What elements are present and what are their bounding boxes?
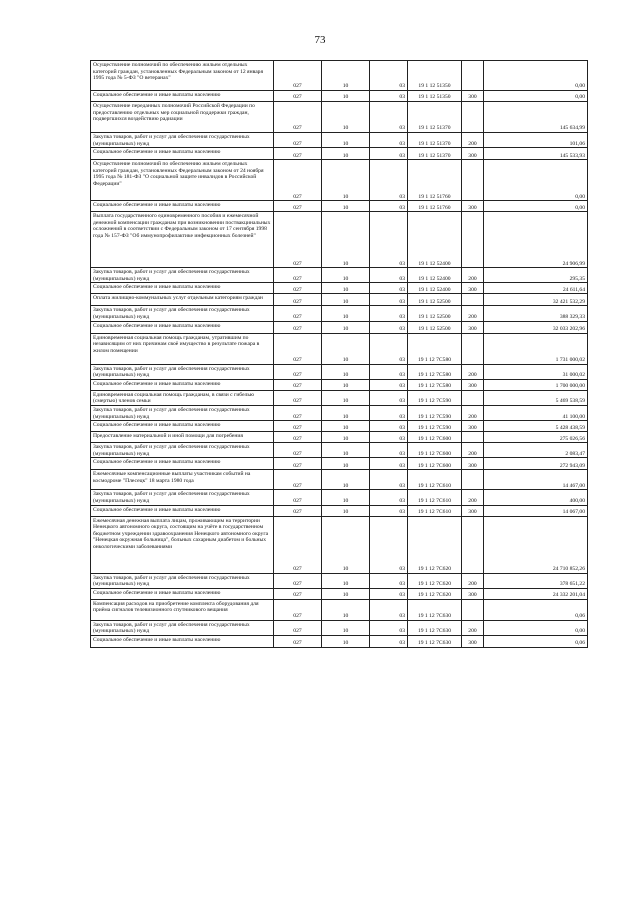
row-grbs-cell: 027 [274, 306, 322, 321]
row-name-cell: Социальное обеспечение и иные выплаты населению [91, 458, 274, 470]
row-expense-type-cell [462, 61, 484, 91]
row-name-cell: Ежемесячные компенсационные выплаты участникам событий на космодроме "Плесецк" 18 марта 1980 года [91, 470, 274, 490]
row-subsection-cell: 03 [370, 268, 408, 283]
table-row [91, 364, 588, 379]
table-row [91, 573, 588, 588]
row-subsection-cell: 03 [370, 379, 408, 390]
row-amount-cell: 275 026,56 [484, 432, 588, 443]
row-section-cell: 10 [322, 294, 370, 306]
page-number: 73 [314, 34, 326, 46]
row-grbs-cell: 027 [274, 201, 322, 212]
row-name-cell: Закупка товаров, работ и услуг для обеспечения государственных (муниципальных) нужд [91, 306, 274, 321]
row-target-code-cell: 19 1 12 7С630 [408, 635, 462, 647]
table-row [91, 160, 588, 201]
row-subsection-cell: 03 [370, 516, 408, 573]
table-row [91, 432, 588, 443]
row-subsection-cell: 03 [370, 390, 408, 405]
row-subsection-cell: 03 [370, 133, 408, 148]
row-target-code-cell: 19 1 12 7С600 [408, 432, 462, 443]
row-name-cell: Закупка товаров, работ и услуг для обеспечения государственных (муниципальных) нужд [91, 620, 274, 635]
row-name-cell: Социальное обеспечение и иные выплаты населению [91, 588, 274, 599]
row-name-cell: Закупка товаров, работ и услуг для обеспечения государственных (муниципальных) нужд [91, 268, 274, 283]
table-row [91, 588, 588, 599]
row-name-cell: Социальное обеспечение и иные выплаты населению [91, 421, 274, 432]
row-expense-type-cell: 200 [462, 306, 484, 321]
row-grbs-cell: 027 [274, 91, 322, 102]
row-section-cell: 10 [322, 635, 370, 647]
row-name-cell: Осуществление переданных полномочий Российской Федерации по предоставлению отдельных мер социальной поддержки граждан, подвергшихся воздействию радиации [91, 102, 274, 133]
table-row [91, 421, 588, 432]
table-row [91, 635, 588, 647]
row-subsection-cell: 03 [370, 620, 408, 635]
row-section-cell: 10 [322, 505, 370, 516]
row-name-cell: Ежемесячная денежная выплата лицам, проживающим на территории Ненецкого автономного округа, состоящим на учёте в государственном бюджетном учреждении здравоохранения Ненецкого автономного округа "Ненецкая окружная больница", больных сахарным диабетом и больных онкологическими заболеваниями [91, 516, 274, 573]
row-target-code-cell: 19 1 12 7С610 [408, 470, 462, 490]
row-amount-cell: 32 033 202,96 [484, 321, 588, 333]
row-amount-cell: 0,00 [484, 620, 588, 635]
table-row [91, 333, 588, 364]
row-section-cell: 10 [322, 160, 370, 201]
row-name-cell: Закупка товаров, работ и услуг для обеспечения государственных (муниципальных) нужд [91, 405, 274, 420]
table-row [91, 620, 588, 635]
row-expense-type-cell [462, 160, 484, 201]
row-subsection-cell: 03 [370, 635, 408, 647]
table-row [91, 306, 588, 321]
row-name-cell: Закупка товаров, работ и услуг для обеспечения государственных (муниципальных) нужд [91, 490, 274, 505]
row-target-code-cell: 19 1 12 52400 [408, 268, 462, 283]
row-section-cell: 10 [322, 470, 370, 490]
table-row [91, 102, 588, 133]
table-row [91, 390, 588, 405]
row-expense-type-cell: 300 [462, 148, 484, 160]
row-subsection-cell: 03 [370, 505, 408, 516]
row-target-code-cell: 19 1 12 7С630 [408, 620, 462, 635]
row-amount-cell: 0,00 [484, 91, 588, 102]
row-grbs-cell: 027 [274, 505, 322, 516]
table-row [91, 148, 588, 160]
row-grbs-cell: 027 [274, 283, 322, 294]
row-name-cell: Закупка товаров, работ и услуг для обеспечения государственных (муниципальных) нужд [91, 443, 274, 458]
row-name-cell: Социальное обеспечение и иные выплаты населению [91, 379, 274, 390]
row-target-code-cell: 19 1 12 7С620 [408, 588, 462, 599]
row-expense-type-cell: 200 [462, 620, 484, 635]
row-grbs-cell: 027 [274, 443, 322, 458]
row-amount-cell: 101,06 [484, 133, 588, 148]
row-subsection-cell: 03 [370, 599, 408, 620]
row-amount-cell: 14 067,00 [484, 505, 588, 516]
row-section-cell: 10 [322, 306, 370, 321]
row-amount-cell: 145 634,99 [484, 102, 588, 133]
row-expense-type-cell: 200 [462, 268, 484, 283]
row-subsection-cell: 03 [370, 588, 408, 599]
row-grbs-cell: 027 [274, 148, 322, 160]
row-subsection-cell: 03 [370, 306, 408, 321]
row-section-cell: 10 [322, 61, 370, 91]
row-grbs-cell: 027 [274, 321, 322, 333]
row-subsection-cell: 03 [370, 212, 408, 268]
row-grbs-cell: 027 [274, 516, 322, 573]
row-amount-cell: 0,06 [484, 635, 588, 647]
row-target-code-cell: 19 1 12 7С620 [408, 573, 462, 588]
row-amount-cell: 24 710 852,26 [484, 516, 588, 573]
row-amount-cell: 272 943,09 [484, 458, 588, 470]
row-amount-cell: 0,00 [484, 160, 588, 201]
row-expense-type-cell: 300 [462, 91, 484, 102]
row-amount-cell: 2 083,47 [484, 443, 588, 458]
table-row [91, 490, 588, 505]
row-name-cell: Социальное обеспечение и иные выплаты населению [91, 201, 274, 212]
row-expense-type-cell [462, 599, 484, 620]
row-name-cell: Осуществление полномочий по обеспечению жильем отдельных категорий граждан, установленных Федеральным законом от 24 ноября 1995 года № 181-ФЗ "О социальной защите инвалидов в Российской Федерации" [91, 160, 274, 201]
table-row [91, 91, 588, 102]
row-grbs-cell: 027 [274, 268, 322, 283]
row-name-cell: Единовременная социальная помощь гражданам, в связи с гибелью (смертью) членов семьи [91, 390, 274, 405]
row-section-cell: 10 [322, 148, 370, 160]
row-section-cell: 10 [322, 102, 370, 133]
table-row [91, 61, 588, 91]
row-expense-type-cell [462, 516, 484, 573]
row-grbs-cell: 027 [274, 432, 322, 443]
row-target-code-cell: 19 1 12 7С590 [408, 421, 462, 432]
row-amount-cell: 5 469 538,59 [484, 390, 588, 405]
row-section-cell: 10 [322, 201, 370, 212]
row-name-cell: Социальное обеспечение и иные выплаты населению [91, 505, 274, 516]
row-grbs-cell: 027 [274, 390, 322, 405]
row-section-cell: 10 [322, 620, 370, 635]
row-name-cell: Социальное обеспечение и иные выплаты населению [91, 635, 274, 647]
row-expense-type-cell [462, 470, 484, 490]
row-amount-cell: 388 329,33 [484, 306, 588, 321]
row-section-cell: 10 [322, 599, 370, 620]
row-target-code-cell: 19 1 12 52400 [408, 212, 462, 268]
row-section-cell: 10 [322, 379, 370, 390]
row-expense-type-cell [462, 333, 484, 364]
row-target-code-cell: 19 1 12 51370 [408, 148, 462, 160]
row-target-code-cell: 19 1 12 7С600 [408, 458, 462, 470]
row-target-code-cell: 19 1 12 51370 [408, 102, 462, 133]
row-subsection-cell: 03 [370, 283, 408, 294]
row-amount-cell: 5 428 438,59 [484, 421, 588, 432]
row-name-cell: Оплата жилищно-коммунальных услуг отдельным категориям граждан [91, 294, 274, 306]
row-amount-cell: 1 700 000,00 [484, 379, 588, 390]
row-amount-cell: 0,06 [484, 599, 588, 620]
row-expense-type-cell: 200 [462, 405, 484, 420]
row-name-cell: Компенсация расходов на приобретение комплекта оборудования для приёма сигналов телевизионного спутникового вещания [91, 599, 274, 620]
row-grbs-cell: 027 [274, 470, 322, 490]
row-subsection-cell: 03 [370, 160, 408, 201]
row-grbs-cell: 027 [274, 102, 322, 133]
row-target-code-cell: 19 1 12 52500 [408, 321, 462, 333]
row-expense-type-cell: 200 [462, 443, 484, 458]
row-amount-cell: 32 421 532,29 [484, 294, 588, 306]
row-target-code-cell: 19 1 12 7С610 [408, 505, 462, 516]
row-section-cell: 10 [322, 283, 370, 294]
row-section-cell: 10 [322, 268, 370, 283]
row-amount-cell: 0,00 [484, 201, 588, 212]
row-section-cell: 10 [322, 333, 370, 364]
row-grbs-cell: 027 [274, 333, 322, 364]
row-target-code-cell: 19 1 12 7С620 [408, 516, 462, 573]
row-expense-type-cell: 200 [462, 573, 484, 588]
row-subsection-cell: 03 [370, 421, 408, 432]
row-subsection-cell: 03 [370, 294, 408, 306]
row-section-cell: 10 [322, 516, 370, 573]
row-expense-type-cell [462, 432, 484, 443]
row-amount-cell: 378 651,22 [484, 573, 588, 588]
table-row [91, 201, 588, 212]
row-section-cell: 10 [322, 133, 370, 148]
table-row [91, 443, 588, 458]
row-expense-type-cell: 300 [462, 379, 484, 390]
row-grbs-cell: 027 [274, 61, 322, 91]
row-expense-type-cell [462, 102, 484, 133]
row-grbs-cell: 027 [274, 364, 322, 379]
table-row [91, 379, 588, 390]
row-name-cell: Осуществление полномочий по обеспечению жильем отдельных категорий граждан, установленных Федеральным законом от 12 января 1995 года № 5-ФЗ "О ветеранах" [91, 61, 274, 91]
row-section-cell: 10 [322, 364, 370, 379]
row-section-cell: 10 [322, 588, 370, 599]
row-expense-type-cell: 300 [462, 588, 484, 599]
row-target-code-cell: 19 1 12 51760 [408, 201, 462, 212]
row-target-code-cell: 19 1 12 52400 [408, 283, 462, 294]
row-expense-type-cell: 300 [462, 635, 484, 647]
row-grbs-cell: 027 [274, 458, 322, 470]
row-name-cell: Предоставление материальной и иной помощи для погребения [91, 432, 274, 443]
row-subsection-cell: 03 [370, 321, 408, 333]
row-amount-cell: 295,35 [484, 268, 588, 283]
row-amount-cell: 41 100,00 [484, 405, 588, 420]
row-target-code-cell: 19 1 12 52500 [408, 294, 462, 306]
row-grbs-cell: 027 [274, 490, 322, 505]
row-grbs-cell: 027 [274, 599, 322, 620]
table-row [91, 458, 588, 470]
row-target-code-cell: 19 1 12 51350 [408, 91, 462, 102]
row-grbs-cell: 027 [274, 160, 322, 201]
row-name-cell: Социальное обеспечение и иные выплаты населению [91, 283, 274, 294]
row-name-cell: Социальное обеспечение и иные выплаты населению [91, 91, 274, 102]
table-row [91, 294, 588, 306]
row-grbs-cell: 027 [274, 212, 322, 268]
row-section-cell: 10 [322, 432, 370, 443]
row-section-cell: 10 [322, 321, 370, 333]
row-amount-cell: 31 000,02 [484, 364, 588, 379]
row-subsection-cell: 03 [370, 91, 408, 102]
budget-table-body [91, 61, 588, 648]
row-target-code-cell: 19 1 12 51350 [408, 61, 462, 91]
row-amount-cell: 24 906,99 [484, 212, 588, 268]
row-section-cell: 10 [322, 212, 370, 268]
table-row [91, 470, 588, 490]
row-grbs-cell: 027 [274, 405, 322, 420]
row-subsection-cell: 03 [370, 443, 408, 458]
row-grbs-cell: 027 [274, 635, 322, 647]
row-subsection-cell: 03 [370, 405, 408, 420]
row-section-cell: 10 [322, 390, 370, 405]
row-name-cell: Выплата государственного единовременного пособия и ежемесячной денежной компенсации гражданам при возникновении поствакцинальных осложнений в соответствии с Федеральным законом от 17 сентября 1998 года № 157-ФЗ "Об иммунопрофилактике инфекционных болезней" [91, 212, 274, 268]
row-expense-type-cell [462, 294, 484, 306]
row-name-cell: Закупка товаров, работ и услуг для обеспечения государственных (муниципальных) нужд [91, 364, 274, 379]
table-row [91, 212, 588, 268]
table-row [91, 133, 588, 148]
row-expense-type-cell: 200 [462, 490, 484, 505]
row-amount-cell: 400,00 [484, 490, 588, 505]
row-amount-cell: 145 533,93 [484, 148, 588, 160]
row-grbs-cell: 027 [274, 379, 322, 390]
row-expense-type-cell: 200 [462, 364, 484, 379]
row-expense-type-cell: 300 [462, 421, 484, 432]
table-row [91, 283, 588, 294]
row-section-cell: 10 [322, 490, 370, 505]
row-subsection-cell: 03 [370, 573, 408, 588]
row-target-code-cell: 19 1 12 7С590 [408, 405, 462, 420]
row-amount-cell: 0,00 [484, 61, 588, 91]
row-target-code-cell: 19 1 12 51370 [408, 133, 462, 148]
row-section-cell: 10 [322, 421, 370, 432]
row-target-code-cell: 19 1 12 7С580 [408, 333, 462, 364]
row-subsection-cell: 03 [370, 333, 408, 364]
row-target-code-cell: 19 1 12 7С580 [408, 379, 462, 390]
budget-table [90, 60, 588, 648]
row-name-cell: Закупка товаров, работ и услуг для обеспечения государственных (муниципальных) нужд [91, 573, 274, 588]
row-expense-type-cell [462, 212, 484, 268]
row-name-cell: Социальное обеспечение и иные выплаты населению [91, 321, 274, 333]
row-section-cell: 10 [322, 443, 370, 458]
row-name-cell: Закупка товаров, работ и услуг для обеспечения государственных (муниципальных) нужд [91, 133, 274, 148]
row-subsection-cell: 03 [370, 490, 408, 505]
row-grbs-cell: 027 [274, 620, 322, 635]
row-target-code-cell: 19 1 12 7С580 [408, 364, 462, 379]
row-amount-cell: 24 332 201,04 [484, 588, 588, 599]
row-target-code-cell: 19 1 12 52500 [408, 306, 462, 321]
row-expense-type-cell: 300 [462, 283, 484, 294]
row-grbs-cell: 027 [274, 294, 322, 306]
table-row [91, 516, 588, 573]
row-section-cell: 10 [322, 91, 370, 102]
row-amount-cell: 24 611,64 [484, 283, 588, 294]
table-row [91, 321, 588, 333]
row-section-cell: 10 [322, 573, 370, 588]
row-target-code-cell: 19 1 12 7С610 [408, 490, 462, 505]
row-subsection-cell: 03 [370, 148, 408, 160]
row-target-code-cell: 19 1 12 7С600 [408, 443, 462, 458]
row-name-cell: Единовременная социальная помощь гражданам, утратившим по независящим от них причинам своё имущество в результате пожара в жилом помещении [91, 333, 274, 364]
row-section-cell: 10 [322, 458, 370, 470]
row-subsection-cell: 03 [370, 432, 408, 443]
row-subsection-cell: 03 [370, 102, 408, 133]
row-grbs-cell: 027 [274, 421, 322, 432]
row-expense-type-cell: 200 [462, 133, 484, 148]
table-row [91, 505, 588, 516]
row-name-cell: Социальное обеспечение и иные выплаты населению [91, 148, 274, 160]
row-expense-type-cell: 300 [462, 458, 484, 470]
table-row [91, 268, 588, 283]
row-grbs-cell: 027 [274, 573, 322, 588]
row-subsection-cell: 03 [370, 201, 408, 212]
table-row [91, 599, 588, 620]
row-subsection-cell: 03 [370, 61, 408, 91]
row-target-code-cell: 19 1 12 51760 [408, 160, 462, 201]
row-expense-type-cell: 300 [462, 321, 484, 333]
row-subsection-cell: 03 [370, 458, 408, 470]
row-grbs-cell: 027 [274, 133, 322, 148]
row-grbs-cell: 027 [274, 588, 322, 599]
row-expense-type-cell: 300 [462, 505, 484, 516]
table-row [91, 405, 588, 420]
row-amount-cell: 1 731 000,02 [484, 333, 588, 364]
row-expense-type-cell: 300 [462, 201, 484, 212]
row-expense-type-cell [462, 390, 484, 405]
row-section-cell: 10 [322, 405, 370, 420]
row-subsection-cell: 03 [370, 470, 408, 490]
row-amount-cell: 14 467,00 [484, 470, 588, 490]
row-subsection-cell: 03 [370, 364, 408, 379]
row-target-code-cell: 19 1 12 7С630 [408, 599, 462, 620]
row-target-code-cell: 19 1 12 7С590 [408, 390, 462, 405]
